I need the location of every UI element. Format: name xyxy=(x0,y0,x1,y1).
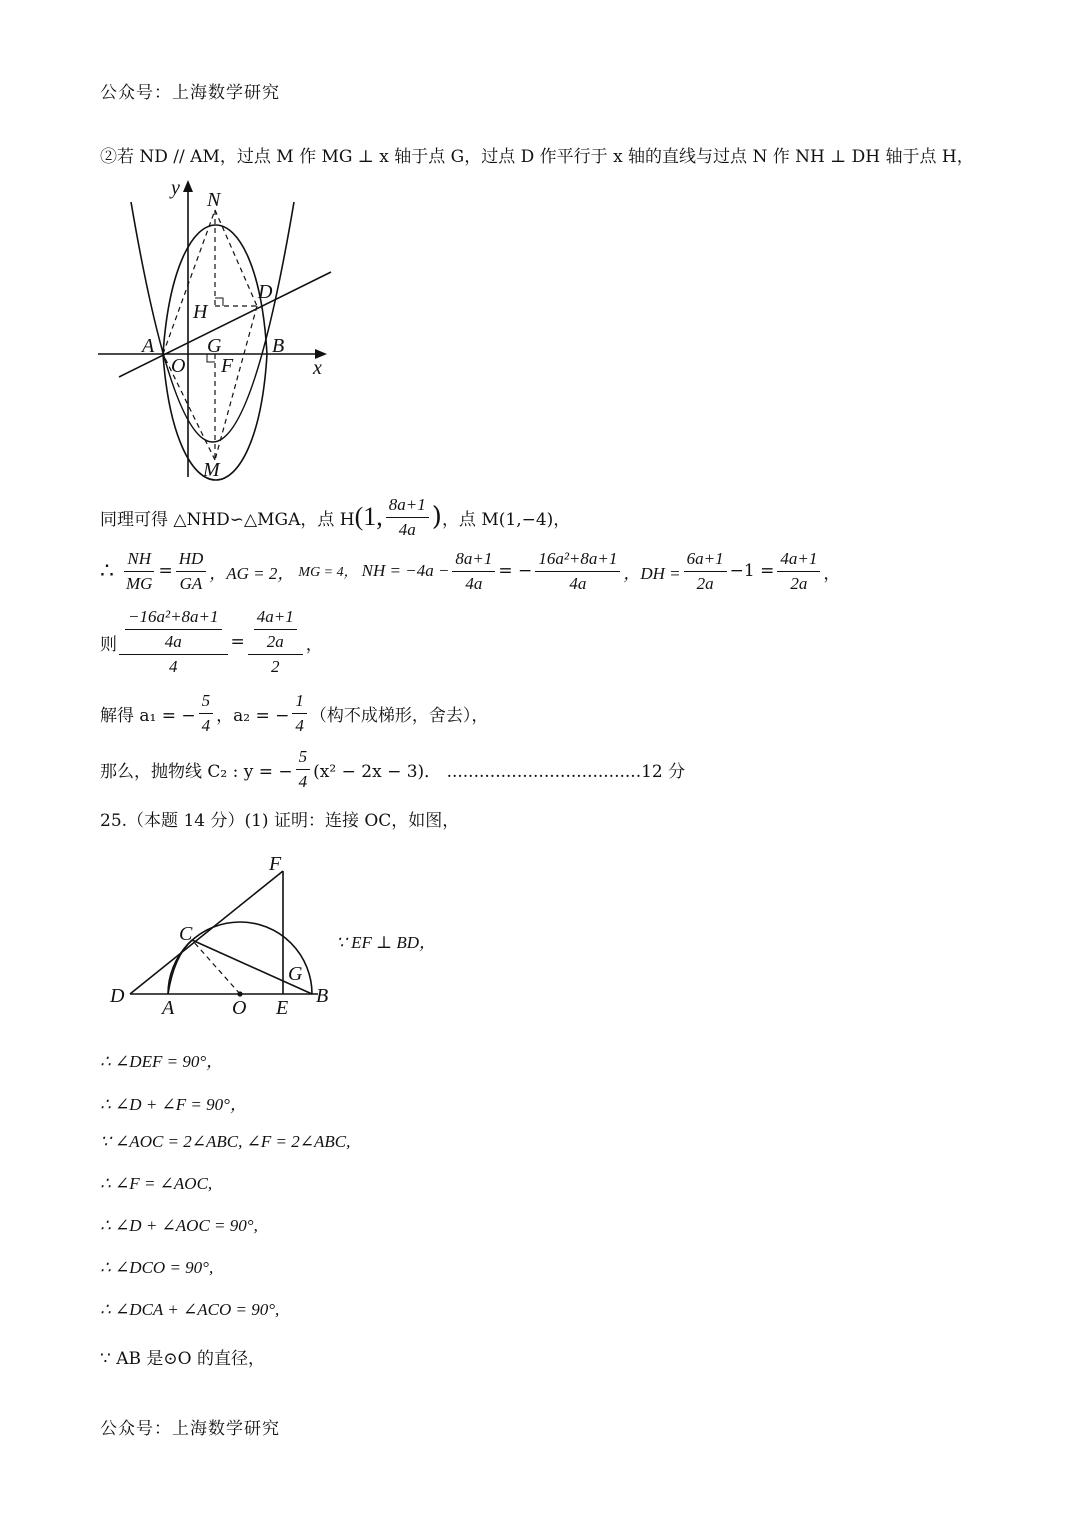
ratio-f1-den: MG xyxy=(126,573,153,593)
solve-line xyxy=(100,688,488,738)
circle-figure xyxy=(100,848,340,1023)
center-o xyxy=(237,991,242,996)
dh-pre: ，DH = xyxy=(623,563,681,583)
step-2: ∴ ∠D + ∠F = 90°， xyxy=(100,1095,247,1114)
dh-mid: −1 = xyxy=(729,561,775,581)
parabola-f-num: 5 xyxy=(296,745,311,770)
parabola-f-den: 4 xyxy=(298,771,308,791)
step-5: ∴ ∠D + ∠AOC = 90°, xyxy=(100,1216,258,1235)
solve-end: （构不成梯形，舍去）， xyxy=(309,705,489,726)
dh-f2-den: 2a xyxy=(790,573,808,593)
label-b2: B xyxy=(316,985,329,1007)
then-r-bot: 2 xyxy=(271,657,280,676)
nh-f-den: 4a xyxy=(465,573,483,593)
y-axis-arrow xyxy=(183,180,193,192)
label-e: E xyxy=(276,997,289,1019)
step-4: ∴ ∠F = ∠AOC, xyxy=(100,1174,213,1193)
label-f2: F xyxy=(269,853,282,875)
step-1: ∴ ∠DEF = 90°， xyxy=(100,1052,224,1071)
then-end: ， xyxy=(305,634,323,655)
ag-text: ，AG = 2， xyxy=(209,563,295,583)
label-m: M xyxy=(203,459,220,481)
then-pre: 则 xyxy=(100,634,117,655)
then-line xyxy=(100,604,323,680)
intro-text: ②若 ND // AM，过点 M 作 MG ⊥ x 轴于点 G，过点 D 作平行于 x 轴的直线与过点 N 作 NH ⊥ DH 轴于点 H， xyxy=(100,147,974,167)
h-den: 4a xyxy=(398,519,416,539)
then-l-top: −16a²+8a+1 xyxy=(125,605,222,630)
dh-f2-num: 4a+1 xyxy=(777,547,820,572)
solve-f2-num: 1 xyxy=(292,689,307,714)
h-close: ) xyxy=(431,502,442,532)
then-l-bot: 4 xyxy=(169,657,178,676)
dh-f-den: 2a xyxy=(696,573,714,593)
nh-f2-num: 16a²+8a+1 xyxy=(535,547,620,572)
label-b: B xyxy=(272,335,285,357)
right-angle-h xyxy=(215,298,223,306)
nh-pre: NH = −4a − xyxy=(361,561,450,580)
solve-f2-den: 4 xyxy=(295,715,304,735)
solve-pre: 解得 a₁ = − xyxy=(100,705,196,726)
label-x: x xyxy=(313,357,322,379)
parabola-post: (x² − 2x − 3)． ....................................12 分 xyxy=(313,761,686,782)
h-open: (1, xyxy=(354,502,383,531)
q25-text: 25.（本题 14 分）(1) 证明：连接 OC，如图， xyxy=(100,811,460,831)
label-f: F xyxy=(221,355,234,377)
then-l-top2: 4a xyxy=(164,632,182,651)
label-d: D xyxy=(258,281,273,303)
solve-mid: ，a₂ = − xyxy=(216,705,290,726)
label-n: N xyxy=(207,189,221,211)
nh-eq: = − xyxy=(498,561,533,581)
nh-f2-den: 4a xyxy=(569,573,587,593)
step-6: ∴ ∠DCO = 90°, xyxy=(100,1258,214,1277)
h-num: 8a+1 xyxy=(386,493,429,518)
nh-f-num: 8a+1 xyxy=(452,547,495,572)
step-7: ∴ ∠DCA + ∠ACO = 90°, xyxy=(100,1300,280,1319)
label-a2: A xyxy=(162,997,175,1019)
label-d2: D xyxy=(110,985,125,1007)
line-df xyxy=(130,871,283,994)
ratio-f1-num: NH xyxy=(124,547,154,572)
then-eq: = xyxy=(230,632,245,652)
line-ac xyxy=(168,940,192,994)
parabola-figure xyxy=(95,172,340,484)
label-c: C xyxy=(179,923,193,945)
similar-pre: 同理可得 △NHD∽△MGA，点 H xyxy=(100,509,355,530)
ratio-line xyxy=(100,545,840,597)
line-oc xyxy=(192,940,240,994)
label-o2: O xyxy=(232,997,247,1019)
mg-text: MG = 4， xyxy=(298,565,358,580)
label-h: H xyxy=(193,301,208,323)
label-o: O xyxy=(171,355,186,377)
fig2-note: ∵ EF ⊥ BD， xyxy=(336,933,436,952)
label-a: A xyxy=(142,335,155,357)
parabola-pre: 那么，抛物线 C₂ : y = − xyxy=(100,761,293,782)
then-r-top2: 2a xyxy=(266,632,284,651)
page-footer: 公众号：上海数学研究 xyxy=(100,1419,280,1439)
dh-f-num: 6a+1 xyxy=(684,547,727,572)
solve-f1-den: 4 xyxy=(201,715,211,735)
ratio-f2-den: GA xyxy=(179,573,203,593)
step-8: ∵ AB 是⊙O 的直径， xyxy=(100,1349,265,1369)
page-header: 公众号：上海数学研究 xyxy=(100,83,280,103)
similar-mid: ，点 M(1,−4)， xyxy=(441,509,571,530)
then-r-top: 4a+1 xyxy=(254,605,297,630)
dh-end: ， xyxy=(823,563,841,584)
step-3: ∵ ∠AOC = 2∠ABC, ∠F = 2∠ABC, xyxy=(100,1132,351,1151)
therefore-sign: ∴ xyxy=(100,558,114,584)
label-g2: G xyxy=(288,963,303,985)
similar-line xyxy=(100,492,570,542)
parabola-line xyxy=(100,744,685,794)
solve-f1-num: 5 xyxy=(199,689,214,714)
ratio-f2-num: HD xyxy=(176,547,207,572)
label-g: G xyxy=(207,335,222,357)
parabola-c1 xyxy=(131,202,294,442)
label-y: y xyxy=(171,177,180,199)
ratio-eq: = xyxy=(158,561,173,581)
